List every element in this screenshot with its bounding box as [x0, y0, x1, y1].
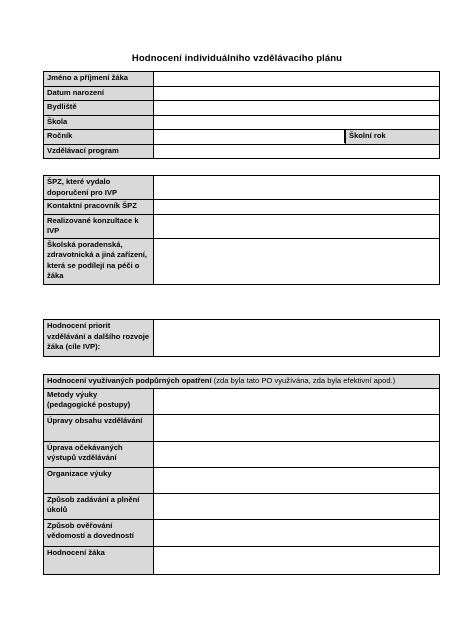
field-label: Úprava očekávaných výstupů vzdělávání — [44, 441, 154, 467]
table-row — [44, 519, 440, 546]
field-label: Hodnocení žáka — [44, 546, 154, 574]
organization-field[interactable] — [154, 467, 440, 493]
table-row — [44, 86, 440, 101]
table-row — [44, 388, 440, 414]
school-field[interactable] — [154, 115, 440, 130]
teaching-methods-field[interactable] — [154, 388, 440, 414]
section-header — [44, 375, 440, 389]
grade-label: Ročník — [44, 130, 154, 145]
table-row — [44, 115, 440, 130]
table-row — [44, 200, 440, 215]
school-year-field[interactable] — [344, 130, 439, 143]
grade-field[interactable] — [154, 130, 346, 145]
field-label: Úpravy obsahu vzdělávání — [44, 414, 154, 441]
outcomes-adjustment-field[interactable] — [154, 441, 440, 467]
table-row — [44, 176, 440, 200]
priorities-table — [43, 319, 440, 357]
support-measures-table — [43, 374, 440, 575]
field-label: Školská poradenská, zdravotnická a jiná zařízení, která se podílejí na péči o žáka — [44, 238, 154, 284]
tasks-field[interactable] — [154, 493, 440, 519]
field-label — [44, 388, 154, 414]
table-row — [44, 546, 440, 574]
table-row — [44, 414, 440, 441]
school-year-label: Školní rok — [346, 130, 440, 145]
student-name-field[interactable] — [154, 72, 440, 87]
field-label-text: Metody výuky — [47, 389, 98, 399]
student-info-table — [43, 71, 440, 159]
field-label: Kontaktní pracovník ŠPZ — [44, 200, 154, 215]
table-header-row — [44, 375, 440, 389]
field-label: Způsob ověřování vědomostí a dovedností — [44, 519, 154, 546]
table-row — [44, 238, 440, 284]
field-label: Způsob zadávání a plnění úkolů — [44, 493, 154, 519]
table-row — [44, 101, 440, 116]
birth-date-field[interactable] — [154, 86, 440, 101]
section-header-note: (zda byla tato PO využívána, zda byla efektivní apod.) — [211, 376, 396, 385]
student-assessment-field[interactable] — [154, 546, 440, 574]
table-row — [44, 320, 440, 357]
field-label: Realizované konzultace k IVP — [44, 214, 154, 238]
table-row — [44, 214, 440, 238]
facilities-field[interactable] — [154, 238, 440, 284]
section-header-title: Hodnocení využívaných podpůrných opatření — [47, 376, 212, 385]
field-label: Organizace výuky — [44, 467, 154, 493]
counselling-table — [43, 175, 440, 285]
table-row — [44, 72, 440, 87]
field-label: Bydliště — [44, 101, 154, 116]
spz-field[interactable] — [154, 176, 440, 200]
field-label: ŠPZ, které vydalo doporučení pro IVP — [44, 176, 154, 200]
content-adjustments-field[interactable] — [154, 414, 440, 441]
residence-field[interactable] — [154, 101, 440, 116]
consultations-field[interactable] — [154, 214, 440, 238]
program-field[interactable] — [154, 144, 440, 159]
table-row — [44, 467, 440, 493]
program-label: Vzdělávací program — [44, 144, 154, 159]
table-row — [44, 493, 440, 519]
table-row — [44, 441, 440, 467]
page-title: Hodnocení individuálního vzdělávacího plánu — [131, 53, 343, 64]
contact-person-field[interactable] — [154, 200, 440, 215]
field-label: Jméno a příjmení žáka — [44, 72, 154, 87]
field-label: Datum narození — [44, 86, 154, 101]
field-label: Hodnocení priorit vzdělávání a dalšího rozvoje žáka (cíle IVP): — [44, 320, 154, 357]
verification-field[interactable] — [154, 519, 440, 546]
field-sublabel-text: (pedagogické postupy) — [47, 400, 131, 409]
field-label: Škola — [44, 115, 154, 130]
table-row — [44, 144, 440, 159]
priorities-field[interactable] — [154, 320, 440, 357]
